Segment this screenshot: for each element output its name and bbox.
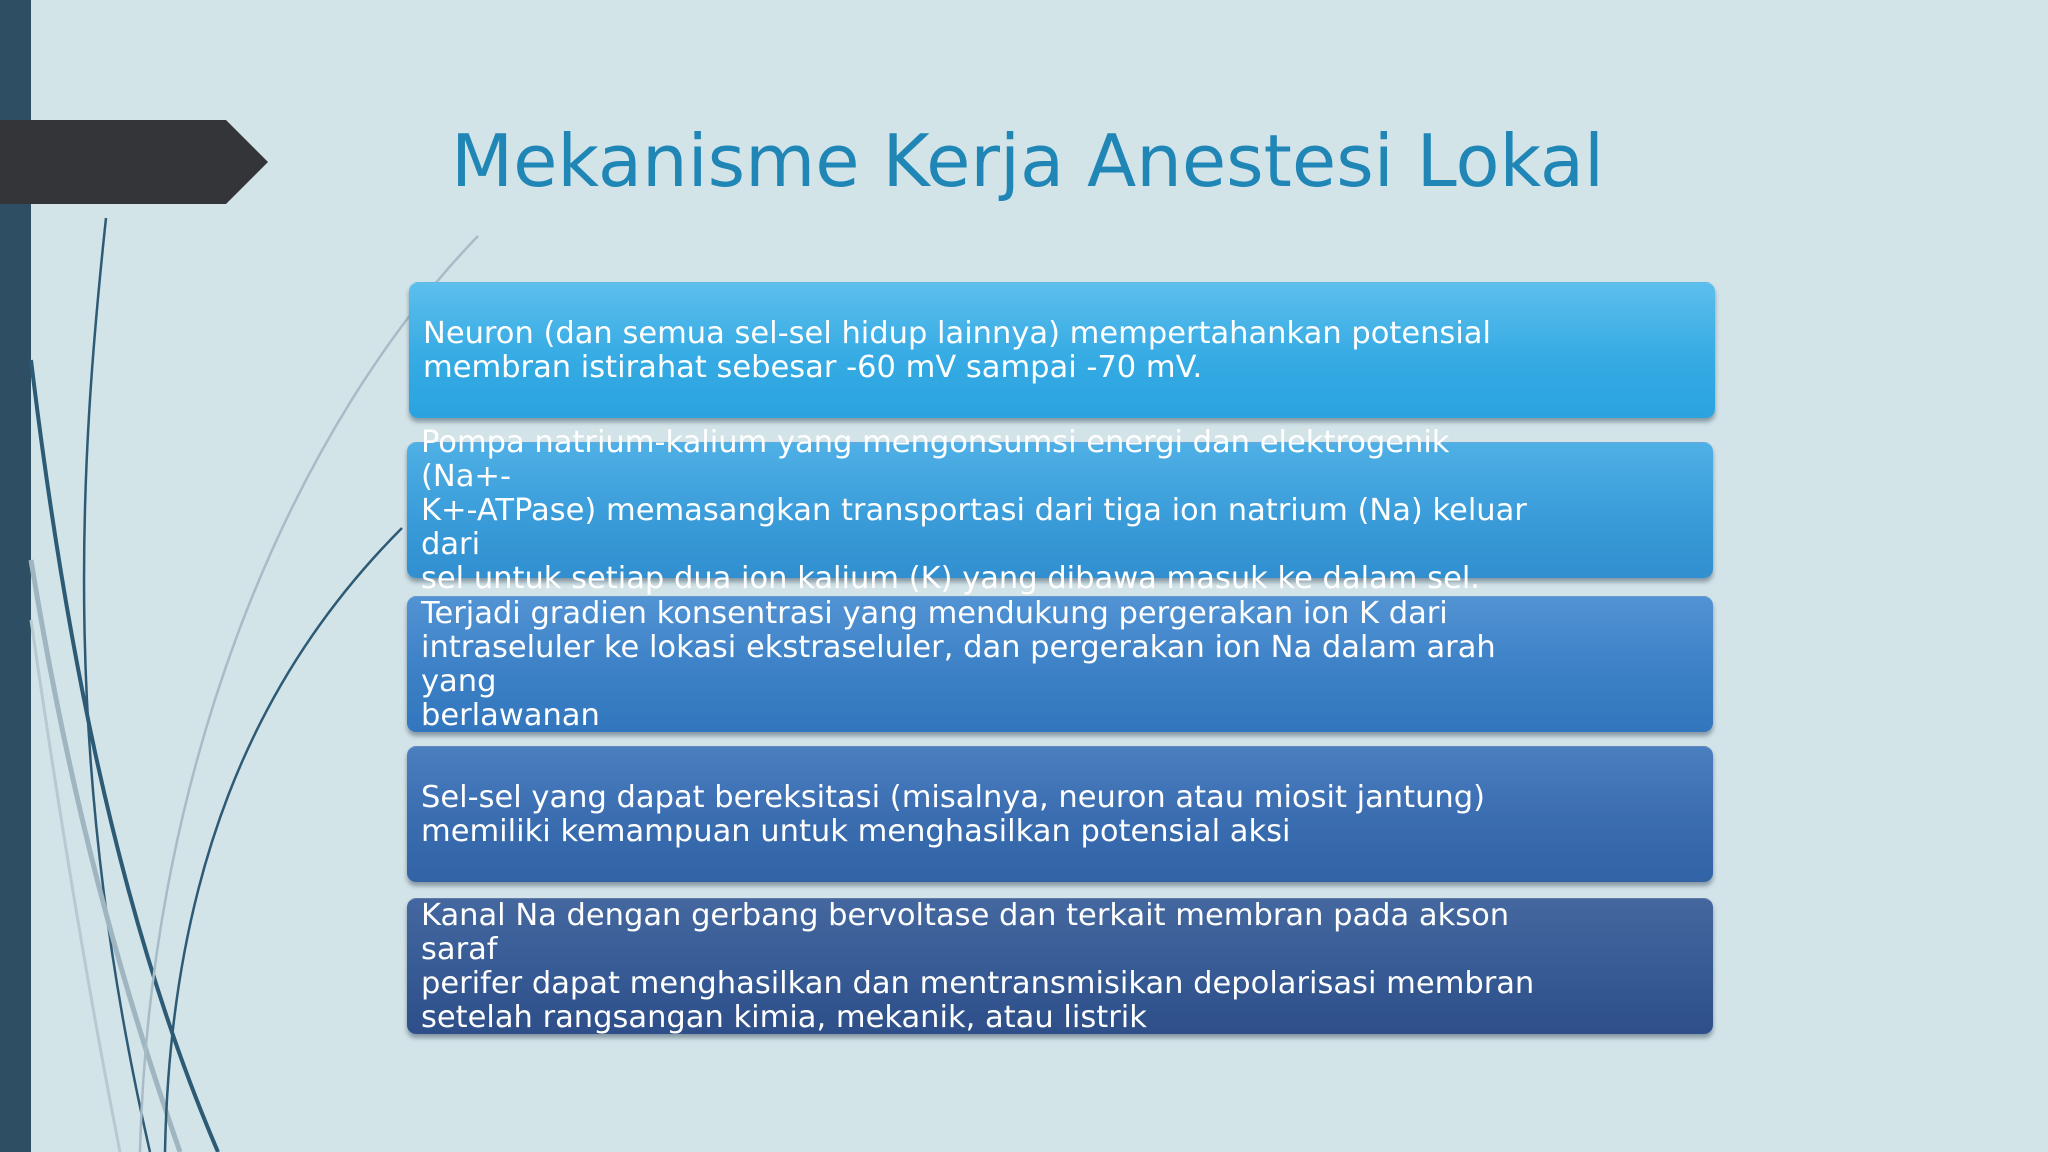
content-box-2-text: Pompa natrium-kalium yang mengonsumsi energi dan elektrogenik (Na+- K+-ATPase) memasangkan transportasi dari tiga ion natrium (Na) keluar dari sel untuk setiap dua ion kalium (K) yang dibawa masuk ke dalam sel. <box>421 424 1527 596</box>
content-box-4 <box>407 746 1713 882</box>
content-box-3-text: Terjadi gradien konsentrasi yang mendukung pergerakan ion K dari intraseluler ke lokasi ekstraseluler, dan pergerakan ion Na dalam arah yang berlawanan <box>421 595 1496 733</box>
content-box-1-text: Neuron (dan semua sel-sel hidup lainnya) mempertahankan potensial membran istirahat sebesar -60 mV sampai -70 mV. <box>423 315 1491 385</box>
content-box-2 <box>407 424 1713 596</box>
curve-3 <box>31 560 180 1152</box>
slide-title: Mekanisme Kerja Anestesi Lokal <box>451 119 1605 203</box>
curve-4 <box>165 528 402 1152</box>
content-box-3 <box>407 596 1713 732</box>
content-box-4-text: Sel-sel yang dapat bereksitasi (misalnya, neuron atau miosit jantung) memiliki kemampuan untuk menghasilkan potensial aksi <box>421 779 1485 849</box>
arrow-tab-shape <box>0 120 268 204</box>
curve-6 <box>31 620 120 1152</box>
content-box-5 <box>407 898 1713 1034</box>
content-box-5-text: Kanal Na dengan gerbang bervoltase dan terkait membran pada akson saraf perifer dapat menghasilkan dan mentransmisikan depolarisasi membran setelah rangsangan kimia, mekanik, atau listrik <box>421 897 1535 1035</box>
content-box-1 <box>409 282 1715 418</box>
